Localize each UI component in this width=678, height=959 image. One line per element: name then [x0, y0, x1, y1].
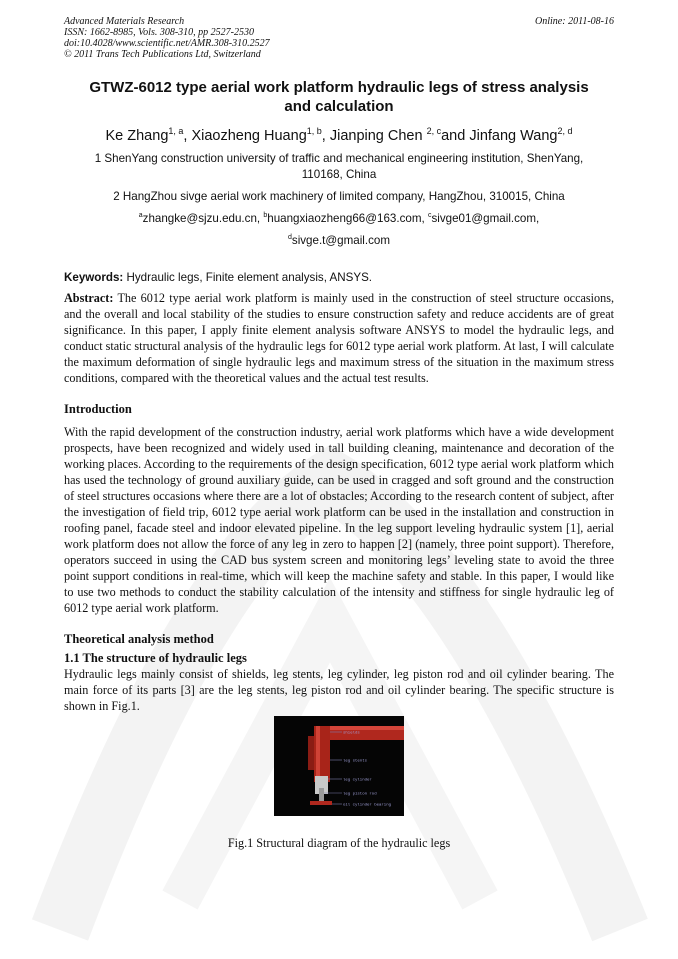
author-affiliation-mark: 1, b	[306, 126, 322, 136]
abstract-text: The 6012 type aerial work platform is mainly used in the construction of steel structure occasions, and the overall and local stability of the studies to ensure construction safety and reduce accidents are of great significance. In this paper, I apply finite element analysis software ANSYS to model the hydraulic legs, and conduct static structural analysis of the hydraulic legs for 6012 type aerial work platform. At last, I will calculate the maximum deformation of single hydraulic legs and maximum stress of the situation in the maximum stress conditions, compared with the theoretical values and the actual test results.	[64, 290, 614, 385]
author-name: Xiaozheng Huang	[191, 127, 307, 144]
email-link[interactable]: huangxiaozheng66@163.com	[267, 211, 422, 225]
doi-line: doi:10.4028/www.scientific.net/AMR.308-310.2527	[64, 38, 270, 49]
journal-header	[64, 16, 614, 60]
author-name: Ke Zhang	[105, 127, 169, 144]
figure-label: shields	[343, 731, 360, 736]
journal-name: Advanced Materials Research	[64, 16, 185, 27]
email-link[interactable]: sivge01@gmail.com	[431, 211, 537, 225]
issn-line: ISSN: 1662-8985, Vols. 308-310, pp 2527-2530	[64, 27, 254, 38]
figure-label: leg stents	[343, 759, 368, 764]
email-link[interactable]: sivge.t@gmail.com	[291, 233, 390, 247]
structure-subheading: 1.1 The structure of hydraulic legs	[64, 650, 247, 665]
affiliation-2: 2 HangZhou sivge aerial work machinery of limited company, HangZhou, 310015, China	[113, 189, 565, 203]
structure-text: Hydraulic legs mainly consist of shields, leg stents, leg cylinder, leg piston rod and oil cylinder bearing. The main force of its parts [3] are the leg stents, leg piston rod and oil cylinder bearing. The specific structure is shown in Fig.1.	[64, 666, 614, 713]
introduction-text: With the rapid development of the construction industry, aerial work platforms which have a wide development prospects, have been recognized and widely used in tall building cleaning, maintenance and decoration of the working places. According to the requirements of the design specification, 6012 type aerial work platform which has used the technology of ground auxiliary guide, can be used in cragged and soft ground and the construction of steel structures occasions where there are a lot of obstacles; According to the research content of subject, after the investigation of field trip, 6012 type aerial work platform can be used in the installation and construction in roofing panel, facade steel and indoor elevated pipeline. In the leg support leveling hydraulic system [1], aerial work platform does not allow the force of any leg in zero to happen [2] (namely, three point support). Therefore, operators succeed in using the CAD bus system screen and monitoring legs’ leveling state to avoid the three point support conditions in real-time, which will keep the machine safety and stable. In this paper, I would like to use two methods to conduct the stability calculation of the intensity and stiffness for single hydraulic leg of 6012 type aerial work platform.	[64, 424, 614, 615]
paper-title	[64, 78, 614, 116]
figure-caption: Fig.1 Structural diagram of the hydraulic legs	[227, 835, 451, 850]
abstract-label: Abstract:	[64, 290, 114, 305]
author-affiliation-mark: 2, c	[426, 126, 442, 136]
keywords	[64, 271, 614, 284]
keywords-text: Hydraulic legs, Finite element analysis, ANSYS.	[126, 270, 373, 284]
hydraulic-leg-diagram	[274, 716, 404, 816]
figure-label: leg cylinder	[343, 778, 372, 783]
title-line-1: GTWZ-6012 type aerial work platform hydraulic legs of stress analysis	[89, 79, 589, 96]
figure-label: oil cylinder bearing	[343, 803, 392, 808]
email-link[interactable]: zhangke@sjzu.edu.cn	[142, 211, 257, 225]
author-list: Ke Zhang$^{1, a}$, Xiaozheng Huang$^{1, b}$, Jianping Chen $^{2, c}$and Jinfang Wang$^{2, d}$	[105, 126, 573, 144]
keywords-label: Keywords:	[64, 270, 124, 284]
author-name: Jianping Chen	[329, 127, 427, 144]
online-date: Online: 2011-08-16	[535, 16, 614, 27]
figure-label: leg piston rod	[343, 792, 377, 797]
email-line-2: $^d$sivge.t@gmail.com	[287, 233, 390, 247]
author-name: Jinfang Wang	[469, 127, 558, 144]
author-affiliation-mark: 2, d	[557, 126, 573, 136]
author-affiliation-mark: 1, a	[168, 126, 184, 136]
theory-heading: Theoretical analysis method	[64, 631, 214, 646]
figure-1	[64, 716, 614, 816]
email-line-1: $^a$zhangke@sjzu.edu.cn, $^b$huangxiaozheng66@163.com, $^c$sivge01@gmail.com,	[138, 211, 540, 225]
title-line-2: and calculation	[284, 98, 394, 115]
affiliation-1: 1 ShenYang construction university of traffic and mechanical engineering institution, ShenYang, 110168, China	[94, 151, 584, 181]
copyright-line: © 2011 Trans Tech Publications Ltd, Switzerland	[64, 49, 261, 60]
abstract	[64, 290, 614, 386]
introduction-heading: Introduction	[64, 401, 132, 416]
